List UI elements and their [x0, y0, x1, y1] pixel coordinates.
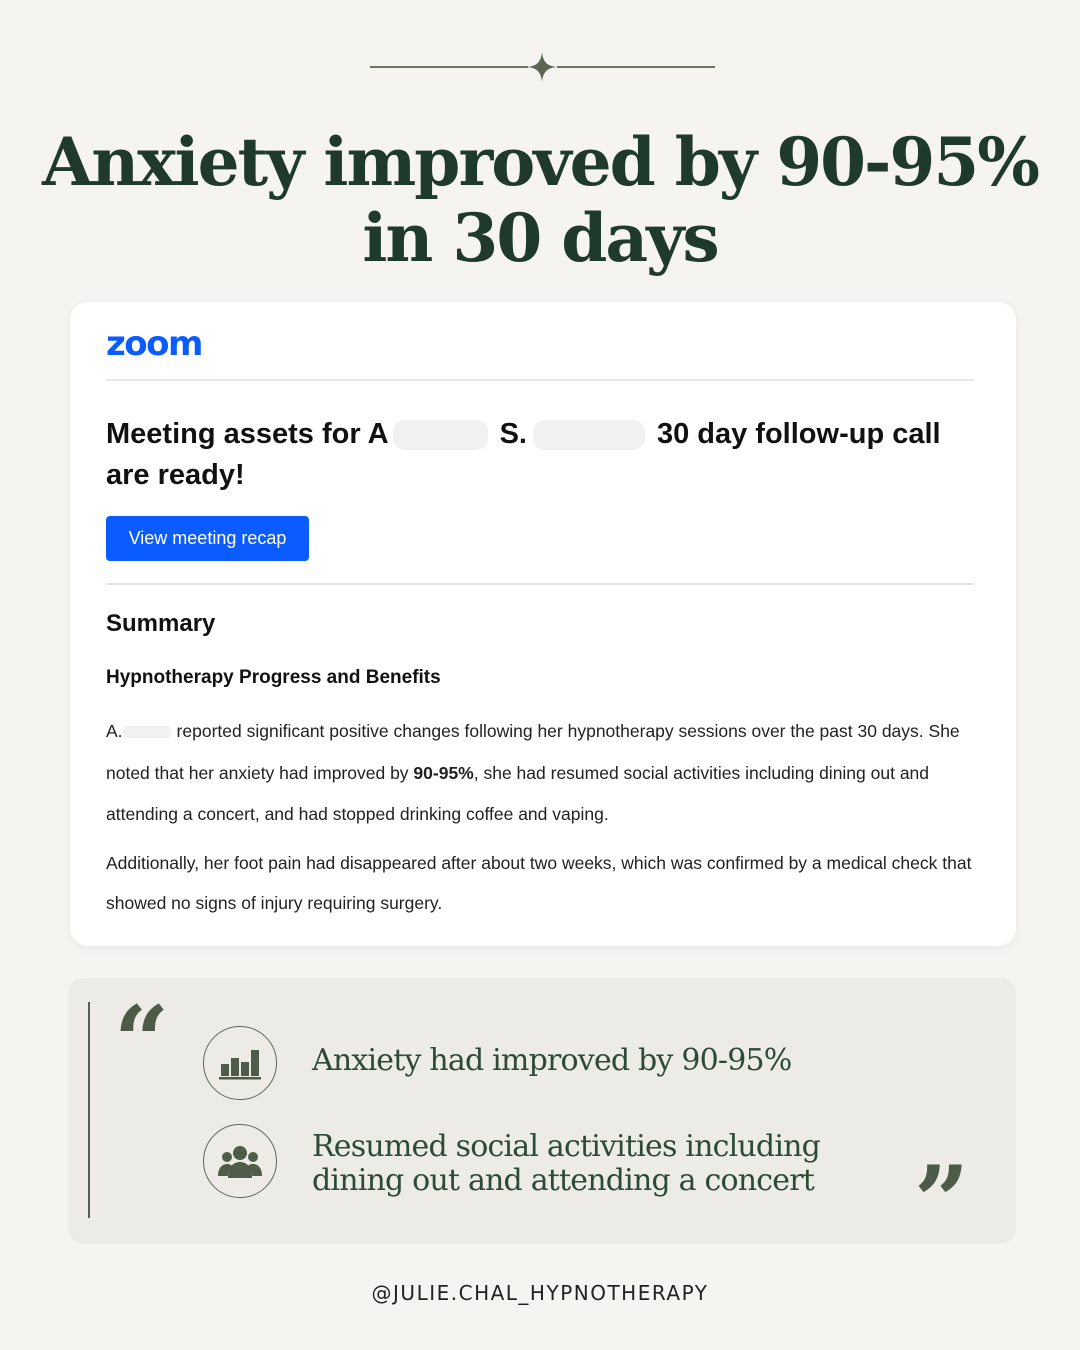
summary-heading: Summary: [106, 610, 216, 637]
page-headline: [0, 124, 1080, 276]
ornament-line-right: [557, 66, 715, 68]
redacted-name: [123, 726, 171, 738]
redacted-name: [533, 420, 645, 450]
bar-chart-icon: [203, 1026, 277, 1100]
divider: [106, 379, 974, 381]
open-quote-icon: “: [114, 985, 170, 1098]
close-quote-icon: ”: [914, 1145, 970, 1258]
redacted-name: [393, 420, 488, 450]
view-meeting-recap-button[interactable]: View meeting recap: [106, 516, 309, 561]
ornament-line-left: [370, 66, 528, 68]
zoom-logo: zoom: [106, 324, 202, 364]
summary-subheading: Hypnotherapy Progress and Benefits: [106, 667, 441, 688]
paragraph-text: , she had resumed social activities including dining out and attending a concert, and had stopped drinking coffee and vaping.: [106, 762, 930, 824]
zoom-email-card: [70, 302, 1016, 946]
people-group-icon: [203, 1124, 277, 1198]
quote-line: Resumed social activities including: [312, 1129, 821, 1164]
paragraph-text: reported significant positive changes following her hypnotherapy sessions over the past 30 days. She noted that her anxiety had improved by: [106, 721, 960, 783]
quote-line: dining out and attending a concert: [312, 1163, 814, 1198]
client-initial: A.: [106, 721, 123, 741]
sparkle-icon: [527, 52, 557, 82]
meeting-title-part1: Meeting assets for A: [106, 418, 389, 450]
meeting-title-part3: 30 day follow-up call: [656, 418, 941, 450]
meeting-title: [106, 414, 986, 496]
meeting-title-part2: S.: [499, 418, 527, 450]
divider: [106, 583, 974, 585]
headline-line-1: Anxiety improved by 90-95%: [41, 123, 1038, 201]
social-handle: @JULIE.CHAL_HYPNOTHERAPY: [371, 1281, 709, 1305]
summary-paragraph: [106, 711, 986, 836]
meeting-title-part4: are ready!: [106, 459, 245, 491]
top-ornament: [370, 52, 715, 82]
quote-item-anxiety: Anxiety had improved by 90-95%: [312, 1043, 792, 1078]
testimonial-panel: [68, 978, 1016, 1258]
headline-line-2: in 30 days: [362, 199, 718, 277]
highlight-percent: 90-95%: [413, 762, 474, 783]
summary-paragraph-2: Additionally, her foot pain had disappeared after about two weeks, which was confirmed by a medical check that showed no signs of injury requiring surgery.: [106, 853, 972, 913]
quote-item-social: [312, 1130, 872, 1198]
quote-bar: [88, 1002, 90, 1218]
